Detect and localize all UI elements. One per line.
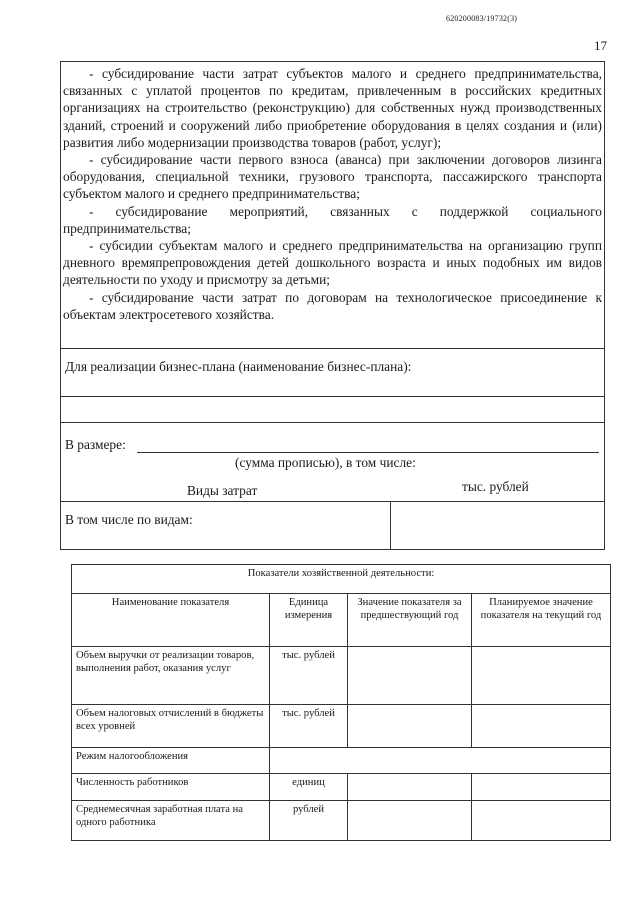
divider [61, 348, 604, 349]
costs-table-top [61, 501, 604, 502]
column-header-current-year-plan: Планируемое значение показателя на текущий год [472, 594, 611, 647]
tax-regime-value-cell[interactable] [270, 748, 611, 774]
support-measures-list [63, 65, 602, 323]
currency-header: тыс. рублей [462, 479, 529, 494]
current-year-plan-cell[interactable] [472, 774, 611, 801]
costs-column-divider [390, 501, 391, 549]
support-measure-item: - субсидирование части затрат субъектов малого и среднего предпринимательства, связанных с уплатой процентов по кредитам, привлеченным в российских кредитных организациях на строительство (реконструкцию) для собственных нужд производственных зданий, строений и сооружений либо приобретение оборудования в целях создания и (или) развития либо модернизации производства товаров (работ, услуг); [63, 66, 602, 150]
previous-year-value-cell[interactable] [348, 801, 472, 841]
indicators-title: Показатели хозяйственной деятельности: [72, 565, 611, 594]
indicator-unit: рублей [270, 801, 348, 841]
previous-year-value-cell[interactable] [348, 774, 472, 801]
amount-label: В размере: [65, 437, 126, 452]
business-indicators-table [71, 564, 611, 841]
indicator-unit: единиц [270, 774, 348, 801]
table-row [72, 774, 611, 801]
current-year-plan-cell[interactable] [472, 647, 611, 705]
business-plan-field-line-2[interactable] [61, 422, 604, 423]
by-types-label: В том числе по видам: [65, 512, 193, 527]
support-measure-item: - субсидирование мероприятий, связанных с поддержкой социального предпринимательства; [63, 203, 602, 236]
current-year-plan-cell[interactable] [472, 705, 611, 748]
support-measure-item: - субсидирование части первого взноса (аванса) при заключении договоров лизинга оборудования, специальной техники, грузового транспорта, пассажирского транспорта субъектом малого и среднего предпринимательства; [63, 152, 602, 202]
column-header-name: Наименование показателя [72, 594, 270, 647]
business-plan-field[interactable] [61, 396, 604, 397]
indicator-name: Численность работников [72, 774, 270, 801]
column-header-unit: Единица измерения [270, 594, 348, 647]
indicator-name: Среднемесячная заработная плата на одного работника [72, 801, 270, 841]
cost-types-header: Виды затрат [187, 483, 258, 498]
indicator-name: Режим налогообложения [72, 748, 270, 774]
indicator-name: Объем налоговых отчислений в бюджеты всех уровней [72, 705, 270, 748]
indicator-unit: тыс. рублей [270, 647, 348, 705]
indicator-name: Объем выручки от реализации товаров, выполнения работ, оказания услуг [72, 647, 270, 705]
page-number: 17 [594, 38, 607, 53]
support-measure-item: - субсидирование части затрат по договорам на технологическое присоединение к объектам электросетевого хозяйства. [63, 289, 602, 322]
support-measure-item: - субсидии субъектам малого и среднего предпринимательства на организацию групп дневного времяпрепровождения детей дошкольного возраста и иных подобных им видов деятельности по уходу и присмотру за детьми; [63, 238, 602, 288]
table-row [72, 647, 611, 705]
indicator-unit: тыс. рублей [270, 705, 348, 748]
amount-field[interactable] [137, 452, 599, 453]
table-row [72, 801, 611, 841]
document-id: 620200083/19732(3) [446, 14, 518, 23]
application-form-frame [60, 61, 605, 550]
previous-year-value-cell[interactable] [348, 647, 472, 705]
business-plan-label: Для реализации бизнес-плана (наименование бизнес-плана): [65, 359, 412, 374]
current-year-plan-cell[interactable] [472, 801, 611, 841]
amount-note: (сумма прописью), в том числе: [235, 455, 416, 470]
column-header-previous-year: Значение показателя за предшествующий год [348, 594, 472, 647]
previous-year-value-cell[interactable] [348, 705, 472, 748]
table-row [72, 705, 611, 748]
table-row [72, 748, 611, 774]
